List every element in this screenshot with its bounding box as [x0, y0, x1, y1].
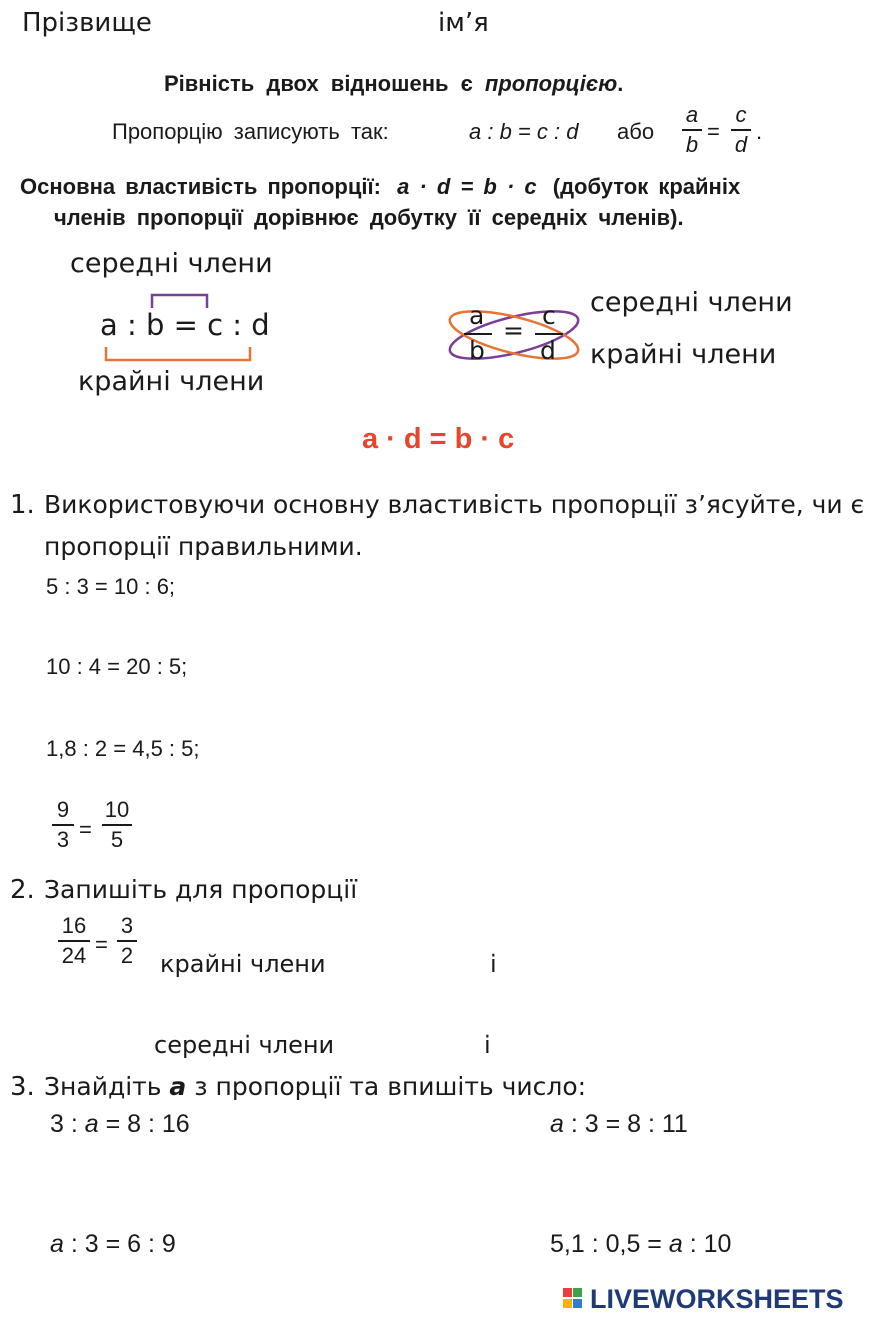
middle-terms-right: середні члени: [590, 287, 793, 318]
frac-denominator: b: [685, 131, 699, 157]
cross-b: b: [469, 336, 485, 365]
task1-text-line2: пропорції правильними.: [44, 532, 363, 561]
eq-pre: 5,1 : 0,5 =: [550, 1230, 669, 1258]
write-pre: Пропорцію записують так:: [112, 119, 389, 144]
property-expr: a · d = b · c: [397, 174, 537, 199]
task1-answer-4[interactable]: [160, 812, 744, 850]
task2-middle-label: середні члени: [154, 1031, 335, 1059]
task2-extreme-label: крайні члени: [160, 950, 326, 978]
task1-frac-eq: =: [79, 817, 92, 842]
frac-denominator: 24: [61, 942, 87, 968]
property-line2: членів пропорції дорівнює добутку її середніх членів).: [54, 205, 684, 230]
task1-answer-1[interactable]: [46, 604, 750, 646]
write-dot: .: [756, 119, 763, 144]
definition-end: .: [617, 71, 624, 96]
task1-item-1: 5 : 3 = 10 : 6;: [46, 574, 176, 599]
write-expr: a : b = c : d: [469, 119, 579, 144]
liveworksheets-logo-icon: [563, 1288, 589, 1310]
logo-square-green: [573, 1288, 582, 1297]
product-formula: a · d = b · c: [362, 423, 515, 455]
extreme-terms-right: крайні члени: [590, 339, 777, 370]
task2-text: Запишіть для пропорції: [44, 875, 358, 904]
colon-expression: a : b = c : d: [100, 308, 270, 342]
eq-pre: 3 :: [50, 1110, 85, 1138]
task1-number: 1.: [10, 490, 35, 520]
task1-fraction-right: [102, 799, 132, 851]
task1-fraction-left: [52, 799, 74, 851]
task3-eq2: [550, 1110, 688, 1139]
definition-pre: Рівність двох відношень є: [164, 71, 485, 96]
frac-numerator: 16: [61, 913, 87, 938]
eq-post: : 3 = 6 : 9: [63, 1230, 176, 1258]
terms-brackets: [0, 0, 870, 470]
task2-extreme-input-1[interactable]: [350, 948, 484, 982]
task3-eq1: [50, 1110, 190, 1139]
fraction-bar: [52, 824, 74, 826]
task2-and-1: і: [490, 950, 497, 978]
task3-number: 3.: [10, 1072, 35, 1102]
eq-var: a: [550, 1110, 564, 1138]
liveworksheets-logo-text: LIVEWORKSHEETS: [590, 1284, 844, 1314]
task2-extreme-input-2[interactable]: [510, 948, 644, 982]
task3-answer-2[interactable]: [550, 1150, 804, 1188]
task2-middle-input-1[interactable]: [350, 1029, 479, 1063]
task2-frac-eq: =: [95, 932, 108, 957]
middle-terms-label: середні члени: [70, 248, 273, 279]
eq-var: a: [668, 1230, 683, 1258]
logo-square-yellow: [563, 1299, 572, 1308]
task2-fraction-left: [58, 915, 90, 967]
task3-eq3: [50, 1230, 176, 1259]
extreme-bracket: [106, 347, 250, 360]
task2-middle-input-2[interactable]: [505, 1029, 639, 1063]
frac-numerator: c: [735, 102, 747, 127]
eq-post: : 3 = 8 : 11: [563, 1110, 688, 1138]
task3-eq4: [550, 1230, 731, 1259]
cross-a: a: [469, 301, 485, 330]
name-label: ім’я: [438, 8, 489, 38]
logo-square-blue: [573, 1299, 582, 1308]
task1-answer-3[interactable]: [46, 766, 750, 798]
task2-number: 2.: [10, 875, 35, 905]
task3-text-pre: Знайдіть: [44, 1072, 170, 1101]
task1-item-2: 10 : 4 = 20 : 5;: [46, 654, 188, 679]
surname-label: Прізвище: [22, 8, 152, 38]
fraction-bar: [102, 824, 132, 826]
write-or: або: [617, 119, 655, 144]
write-frac-eq: =: [707, 119, 720, 144]
task3-text-var: а: [169, 1072, 187, 1101]
eq-var: a: [50, 1230, 64, 1258]
task3-answer-3[interactable]: [210, 1230, 464, 1264]
middle-bracket: [152, 295, 207, 308]
property-rest: (добуток крайніх: [552, 174, 741, 199]
task3-text: [44, 1072, 586, 1101]
task3-text-post: з пропорції та впишіть число:: [186, 1072, 587, 1101]
logo-square-red: [563, 1288, 572, 1297]
task2-and-2: і: [484, 1031, 491, 1059]
cross-eq: =: [503, 316, 524, 345]
eq-post: : 10: [682, 1230, 732, 1258]
eq-post: = 8 : 16: [98, 1110, 190, 1138]
task1-item-3: 1,8 : 2 = 4,5 : 5;: [46, 736, 200, 761]
fraction-bar: [58, 940, 90, 942]
task1-text-line1: Використовуючи основну властивість пропорції з’ясуйте, чи є: [44, 490, 865, 519]
frac-numerator: 9: [56, 797, 70, 822]
property-label: Основна властивість пропорції:: [20, 174, 381, 199]
frac-numerator: a: [685, 102, 699, 127]
frac-denominator: 2: [120, 942, 134, 968]
eq-var: a: [84, 1110, 99, 1138]
extreme-terms-label: крайні члени: [78, 366, 265, 397]
frac-numerator: 3: [120, 913, 134, 938]
cross-c: c: [542, 301, 556, 330]
task3-answer-1[interactable]: [50, 1150, 354, 1188]
definition-term: пропорцією: [484, 71, 618, 96]
frac-denominator: d: [734, 131, 748, 157]
task1-answer-2[interactable]: [46, 684, 750, 726]
cross-d: d: [540, 336, 556, 365]
fraction-bar: [117, 940, 137, 942]
task2-fraction-right: [117, 915, 137, 967]
frac-numerator: 10: [104, 797, 130, 822]
frac-denominator: 5: [110, 826, 124, 852]
frac-denominator: 3: [56, 826, 70, 852]
